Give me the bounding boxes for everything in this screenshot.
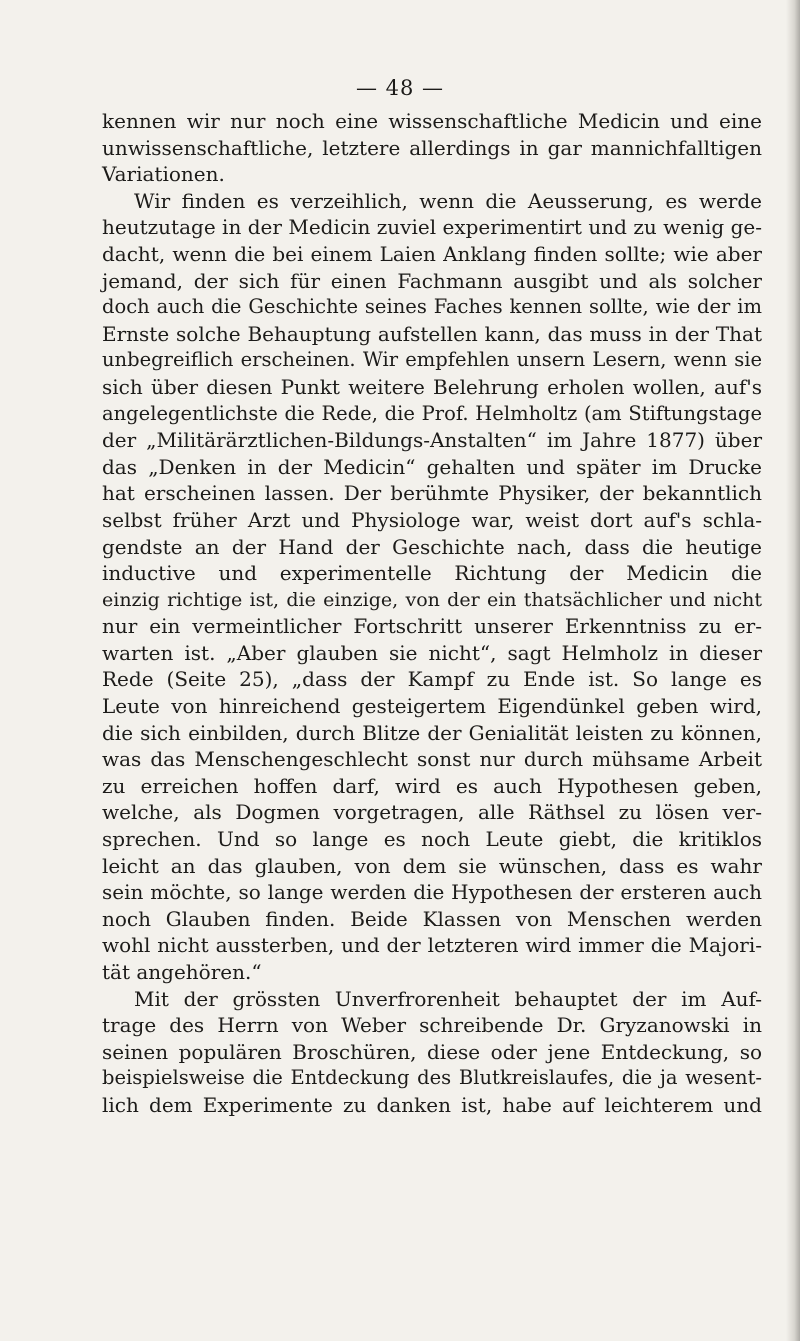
text-line: lich dem Experimente zu danken ist, habe auf leichterem und <box>102 1092 762 1117</box>
text-line: Rede (Seite 25), „dass der Kampf zu Ende ist. So lange es <box>102 667 762 692</box>
text-line: unwissenschaftliche, letztere allerdings in gar mannichfalltigen <box>102 135 762 160</box>
text-line: jemand, der sich für einen Fachmann ausgibt und als solcher <box>102 268 762 293</box>
text-line: hat erscheinen lassen. Der berühmte Physiker, der bekanntlich <box>102 481 762 506</box>
text-line: einzig richtige ist, die einzige, von der ein thatsächlicher und nicht <box>102 588 762 611</box>
text-line: Ernste solche Behauptung aufstellen kann, das muss in der That <box>102 321 762 346</box>
text-line: angelegentlichste die Rede, die Prof. Helmholtz (am Stiftungstage <box>102 401 762 425</box>
text-line: trage des Herrn von Weber schreibende Dr. Gryzanowski in <box>102 1013 762 1038</box>
paragraph-start-line: Wir finden es verzeihlich, wenn die Aeusserung, es werde <box>134 188 762 213</box>
text-line: Leute von hinreichend gesteigertem Eigendünkel geben wird, <box>102 694 762 719</box>
page-edge-shadow <box>786 0 800 1341</box>
text-line: welche, als Dogmen vorgetragen, alle Räthsel zu lösen ver- <box>102 800 762 825</box>
text-line: dacht, wenn die bei einem Laien Anklang finden sollte; wie aber <box>102 241 762 266</box>
text-line: unbegreiflich erscheinen. Wir empfehlen unsern Lesern, wenn sie <box>102 348 762 372</box>
text-line: kennen wir nur noch eine wissenschaftliche Medicin und eine <box>102 109 762 133</box>
text-line: warten ist. „Aber glauben sie nicht“, sagt Helmholz in dieser <box>102 640 762 665</box>
text-line: der „Militärärztlichen-Bildungs-Anstalten“ im Jahre 1877) über <box>102 428 762 453</box>
page-number: — 48 — <box>355 76 445 100</box>
text-line: noch Glauben finden. Beide Klassen von Menschen werden <box>102 906 762 931</box>
paragraph-start-line: Mit der grössten Unverfrorenheit behauptet der im Auf- <box>134 986 762 1011</box>
text-line: sich über diesen Punkt weitere Belehrung erholen wollen, auf's <box>102 374 762 399</box>
text-line: gendste an der Hand der Geschichte nach, dass die heutige <box>102 534 762 559</box>
text-line: die sich einbilden, durch Blitze der Genialität leisten zu können, <box>102 720 762 745</box>
text-line: inductive und experimentelle Richtung der Medicin die <box>102 561 762 586</box>
text-line: wohl nicht aussterben, und der letzteren wird immer die Majori- <box>102 933 762 958</box>
text-line: nur ein vermeintlicher Fortschritt unserer Erkenntniss zu er- <box>102 614 762 639</box>
text-line: was das Menschengeschlecht sonst nur durch mühsame Arbeit <box>102 747 762 772</box>
body-text <box>102 108 762 1119</box>
text-line: selbst früher Arzt und Physiologe war, weist dort auf's schla- <box>102 507 762 532</box>
text-line: doch auch die Geschichte seines Faches kennen sollte, wie der im <box>102 295 762 319</box>
text-line: beispielsweise die Entdeckung des Blutkreislaufes, die ja wesent- <box>102 1066 762 1090</box>
text-line: leicht an das glauben, von dem sie wünschen, dass es wahr <box>102 853 762 878</box>
text-line: tät angehören.“ <box>102 960 262 984</box>
text-line: Variationen. <box>102 162 225 187</box>
text-line: sprechen. Und so lange es noch Leute giebt, die kritiklos <box>102 827 762 852</box>
text-line: seinen populären Broschüren, diese oder jene Entdeckung, so <box>102 1039 762 1064</box>
text-line: zu erreichen hoffen darf, wird es auch Hypothesen geben, <box>102 773 762 798</box>
text-line: heutzutage in der Medicin zuviel experimentirt und zu wenig ge- <box>102 215 762 240</box>
text-line: sein möchte, so lange werden die Hypothesen der ersteren auch <box>102 880 762 905</box>
text-line: das „Denken in der Medicin“ gehalten und später im Drucke <box>102 454 762 479</box>
